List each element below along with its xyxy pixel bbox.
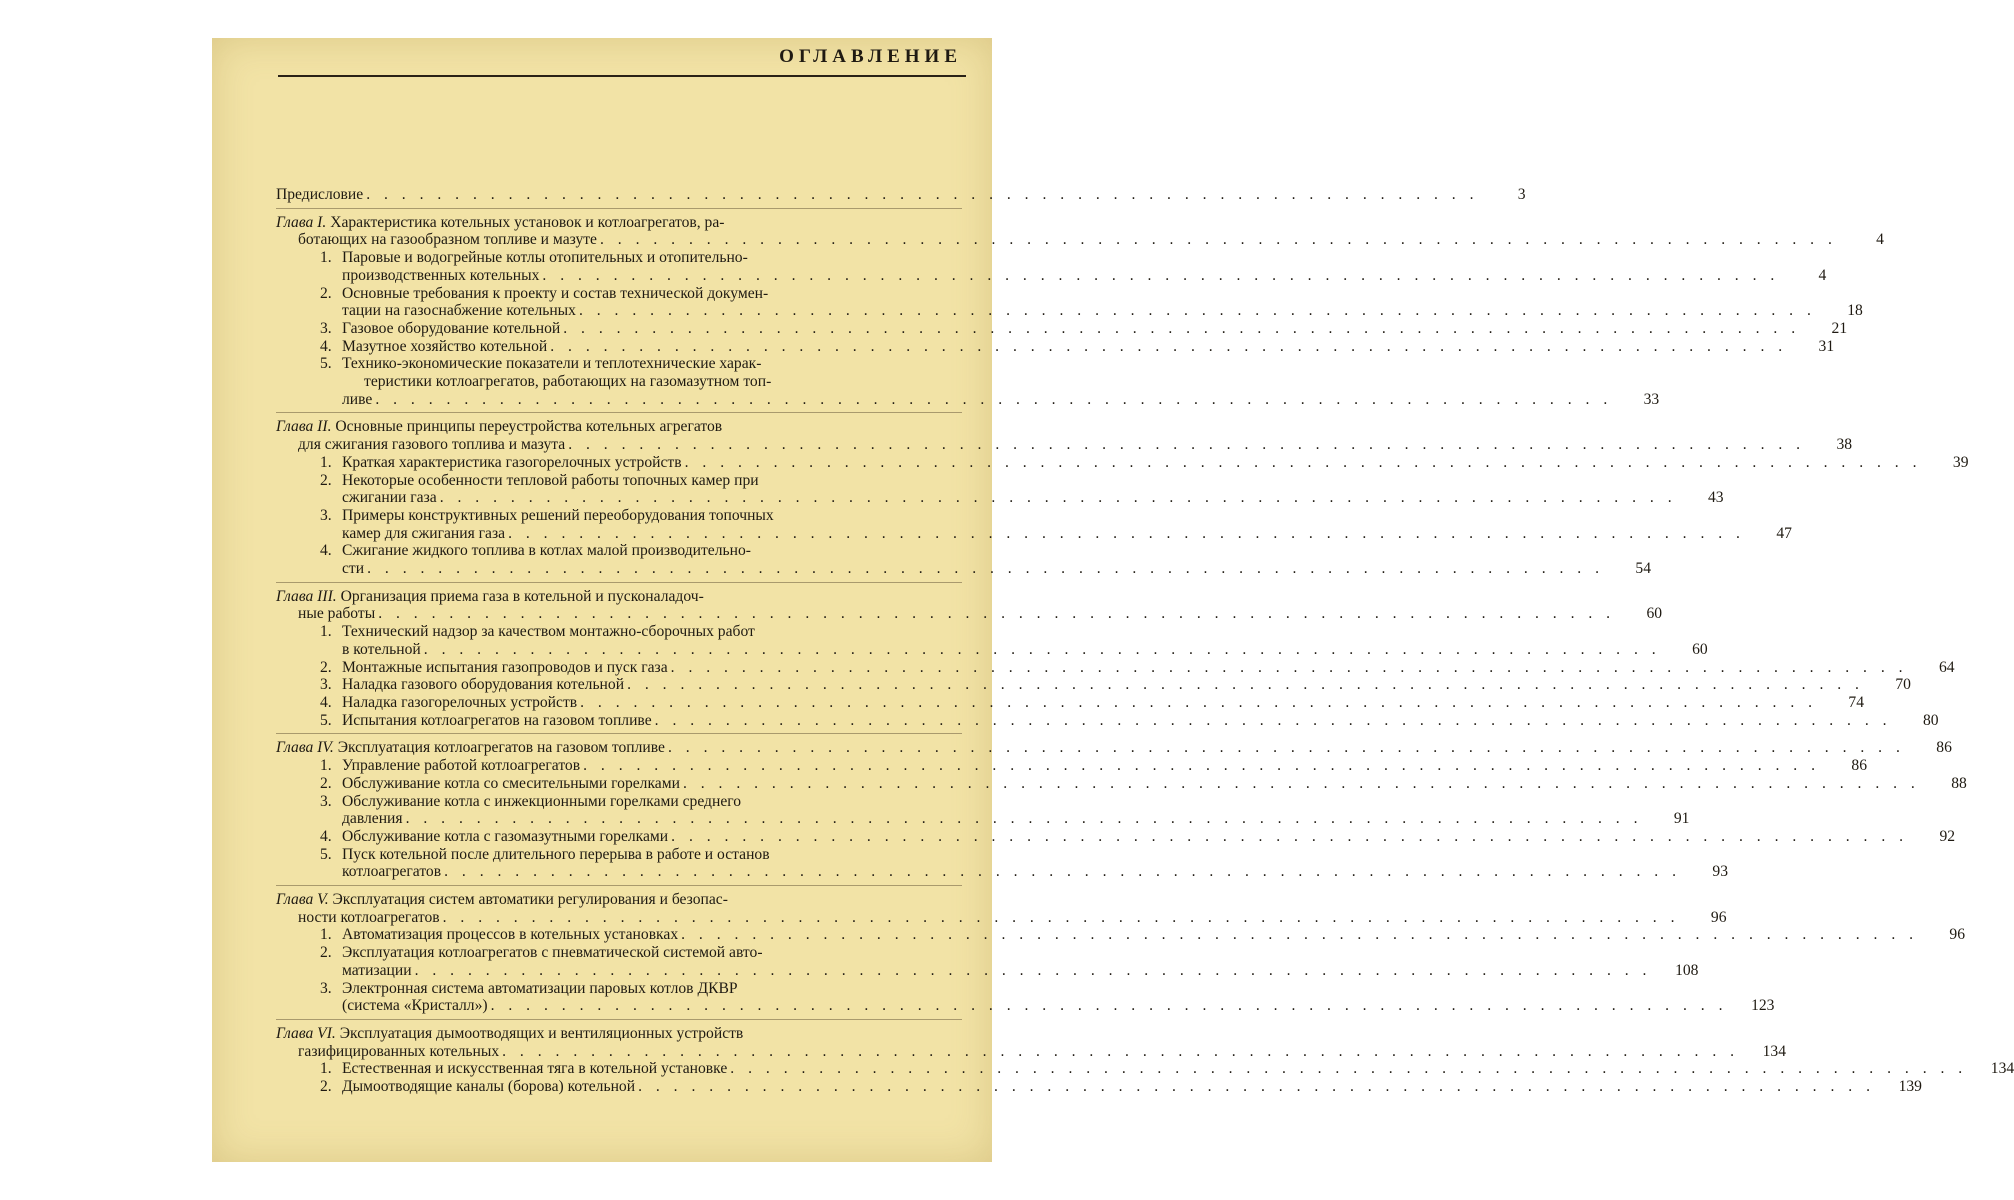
toc-line xyxy=(320,774,1967,793)
leader-dots: . . . . . . . . . . . . . . . . . . . . . . . . . . . . . . . . . . . . . . . . . . . . . . . . . . . . . . . . . . . . . . . . . . . . . . xyxy=(638,1078,1875,1096)
chapter-title-line xyxy=(276,588,962,606)
section-title: Сжигание жидкого топлива в котлах малой производительно- xyxy=(342,542,751,560)
chapter-title: Эксплуатация котлоагрегатов на газовом топливе xyxy=(337,739,665,757)
section-number: 2. xyxy=(320,284,332,302)
section-title: Монтажные испытания газопроводов и пуск газа xyxy=(342,658,668,676)
section-title-row xyxy=(320,623,962,641)
toc-section[interactable] xyxy=(276,711,1939,730)
section-title: Наладка газового оборудования котельной xyxy=(342,676,625,694)
page-number: 33 xyxy=(1643,390,1660,408)
section-title-row xyxy=(320,249,962,267)
chapter-title: Характеристика котельных установок и котлоагрегатов, ра- xyxy=(330,213,725,231)
toc-line xyxy=(276,436,1853,454)
section-title-line xyxy=(320,338,547,356)
section-title: Испытания котлоагрегатов на газовом топливе xyxy=(342,711,652,729)
section-number: 3. xyxy=(320,676,332,694)
section-title-cont: ливе xyxy=(342,390,373,408)
toc-line xyxy=(320,676,1911,694)
section-title-line xyxy=(320,542,751,559)
section-title: Естественная и искусственная тяга в котельной установке xyxy=(342,1060,728,1078)
section-number: 3. xyxy=(320,319,332,337)
leader-dots: . . . . . . . . . . . . . . . . . . . . . . . . . . . . . . . . . . . . . . . . . . . . . . . . . . . . . . . . . . . . . . . . . . . . . . xyxy=(627,676,1864,694)
toc-line xyxy=(320,961,1699,980)
toc-chapter-6[interactable] xyxy=(276,1024,1787,1060)
section-title-cont: в котельной xyxy=(342,640,421,658)
page-number: 60 xyxy=(1692,640,1708,658)
page-number: 134 xyxy=(1762,1042,1787,1060)
chapter-label: Глава II. xyxy=(276,418,332,436)
section-title-cont: матизации xyxy=(342,961,412,979)
leader-dots: . . . . . . . . . . . . . . . . . . . . . . . . . . . . . . . . . . . . . . . . . . . . . . . . . . . . . . . . . . . . . . . . . . . . . . xyxy=(444,863,1681,881)
chapter-title-cont: газифицированных котельных xyxy=(298,1042,500,1060)
toc-line xyxy=(276,739,1952,757)
toc-line xyxy=(320,319,1848,338)
section-number: 5. xyxy=(320,711,332,729)
section-title-cont: производственных котельных xyxy=(342,266,540,284)
toc-section[interactable] xyxy=(276,623,1708,658)
chapter-label: Глава VI. xyxy=(276,1024,336,1042)
section-title-row xyxy=(320,542,962,560)
chapter-title-line xyxy=(276,739,665,757)
page-number: 70 xyxy=(1895,676,1911,694)
chapter-divider xyxy=(276,885,962,886)
chapter-divider xyxy=(276,208,962,209)
chapter-title: Организация приема газа в котельной и пусконаладоч- xyxy=(340,587,704,605)
toc-section[interactable] xyxy=(276,926,1966,944)
chapter-title-cont: ные работы xyxy=(298,605,376,623)
toc-section[interactable] xyxy=(276,453,1969,472)
page-number: 134 xyxy=(1990,1060,2014,1078)
section-title: Электронная система автоматизации паровых котлов ДКВР xyxy=(342,979,738,997)
toc-section[interactable] xyxy=(276,542,1651,578)
section-number: 2. xyxy=(320,944,332,962)
section-number: 4. xyxy=(320,827,332,845)
toc-line xyxy=(276,908,1727,927)
chapter-divider xyxy=(276,412,962,413)
leader-dots: . . . . . . . . . . . . . . . . . . . . . . . . . . . . . . . . . . . . . . . . . . . . . . . . . . . . . . . . . . . . . . . . . . . . . . xyxy=(563,319,1801,337)
toc-section[interactable] xyxy=(276,845,1728,881)
page-number: 74 xyxy=(1848,693,1865,711)
section-title-line xyxy=(320,694,577,712)
chapter-label: Глава I. xyxy=(276,213,327,231)
leader-dots: . . . . . . . . . . . . . . . . . . . . . . . . . . . . . . . . . . . . . . . . . . . . . . . . . . . . . . . . . . . . . . . . . . . . . . xyxy=(684,453,1922,471)
section-title-line xyxy=(320,944,763,961)
leader-dots: . . . . . . . . . . . . . . . . . . . . . . . . . . . . . . . . . . . . . . . . . . . . . . . . . . . . . . . . . . . . . . . . . . . . . . xyxy=(578,302,1816,320)
toc-section[interactable] xyxy=(276,471,1724,507)
chapter-title-cont: ности котлоагрегатов xyxy=(298,908,440,926)
section-title: Автоматизация процессов в котельных установках xyxy=(342,926,679,944)
toc-line xyxy=(276,1042,1787,1061)
leader-dots: . . . . . . . . . . . . . . . . . . . . . . . . . . . . . . . . . . . . . . . . . . . . . . . . . . . . . . . . . . . . . . . xyxy=(366,186,1479,203)
toc-line xyxy=(320,863,1728,881)
leader-dots: . . . . . . . . . . . . . . . . . . . . . . . . . . . . . . . . . . . . . . . . . . . . . . . . . . . . . . . . . . . . . . . . . . . . . . xyxy=(508,524,1745,542)
section-title: Обслуживание котла со смесительными горелками xyxy=(342,774,680,792)
toc-line xyxy=(320,757,1867,775)
section-title-line xyxy=(320,676,624,694)
section-title-line xyxy=(320,793,741,810)
section-number: 2. xyxy=(320,774,332,792)
chapter-title-line xyxy=(276,214,962,232)
preface-label: Предисловие xyxy=(276,186,364,203)
toc-line xyxy=(320,810,1690,828)
toc-line xyxy=(320,711,1939,730)
toc-line xyxy=(320,489,1724,507)
section-title-line xyxy=(320,757,580,775)
chapter-title-line xyxy=(276,1025,962,1043)
chapter-label: Глава IV. xyxy=(276,739,334,757)
page-number: 86 xyxy=(1851,757,1867,775)
page-number: 31 xyxy=(1818,337,1835,355)
page-number: 123 xyxy=(1751,997,1775,1015)
leader-dots: . . . . . . . . . . . . . . . . . . . . . . . . . . . . . . . . . . . . . . . . . . . . . . . . . . . . . . . . . . . . . . . . . . . . . . xyxy=(599,231,1837,249)
section-title-line xyxy=(320,712,652,730)
section-title: Газовое оборудование котельной xyxy=(342,319,561,337)
toc-section[interactable] xyxy=(276,355,1660,408)
leader-dots: . . . . . . . . . . . . . . . . . . . . . . . . . . . . . . . . . . . . . . . . . . . . . . . . . . . . . . . . . . . . . . . . . . . . . . xyxy=(670,658,1908,676)
toc-chapter-2[interactable] xyxy=(276,418,1853,454)
page-number: 21 xyxy=(1831,319,1848,337)
toc-section[interactable] xyxy=(276,658,1955,677)
page-number: 96 xyxy=(1710,908,1727,926)
chapter-divider xyxy=(276,582,962,583)
page-number: 38 xyxy=(1836,436,1853,454)
page-header: ОГЛАВЛЕНИЕ xyxy=(779,46,962,67)
section-title-line xyxy=(320,472,759,489)
page-number: 93 xyxy=(1712,863,1728,881)
leader-dots: . . . . . . . . . . . . . . . . . . . . . . . . . . . . . . . . . . . . . . . . . . . . . . . . . . . . . . . . . . . . . . . . . . . . . . xyxy=(654,711,1892,729)
page-number: 43 xyxy=(1708,489,1724,507)
section-title-line xyxy=(320,828,668,846)
toc-section[interactable] xyxy=(276,1078,1922,1096)
section-title-row xyxy=(320,472,962,490)
section-number: 1. xyxy=(320,757,332,775)
toc-section[interactable] xyxy=(276,979,1775,1015)
section-title: Наладка газогорелочных устройств xyxy=(342,693,578,711)
toc-line xyxy=(320,390,1660,409)
toc-section[interactable] xyxy=(276,506,1792,542)
page-number: 47 xyxy=(1776,524,1792,542)
section-title-line xyxy=(320,846,770,863)
toc-chapter-3[interactable] xyxy=(276,587,1663,623)
section-number: 2. xyxy=(320,658,332,676)
toc-line xyxy=(276,231,1884,249)
section-title: Пуск котельной после длительного перерыва в работе и останов xyxy=(342,845,770,863)
leader-dots: . . . . . . . . . . . . . . . . . . . . . . . . . . . . . . . . . . . . . . . . . . . . . . . . . . . . . . . . . . . . . . . . . . . . . . xyxy=(580,693,1818,711)
toc-line xyxy=(320,524,1792,543)
toc-line xyxy=(320,453,1969,472)
section-number: 4. xyxy=(320,337,332,355)
section-number: 4. xyxy=(320,542,332,560)
chapter-title: Эксплуатация дымоотводящих и вентиляционных устройств xyxy=(339,1024,744,1042)
section-title: Технический надзор за качеством монтажно-сборочных работ xyxy=(342,623,755,641)
section-title: Краткая характеристика газогорелочных устройств xyxy=(342,453,682,471)
toc-section[interactable] xyxy=(276,757,1867,775)
page-number: 4 xyxy=(1818,266,1827,284)
leader-dots: . . . . . . . . . . . . . . . . . . . . . . . . . . . . . . . . . . . . . . . . . . . . . . . . . . . . . . . . . . . . . . . . . . . . . . xyxy=(442,908,1680,926)
section-title-line xyxy=(320,980,738,997)
section-title-row xyxy=(320,285,962,303)
toc-section[interactable] xyxy=(276,676,1911,694)
page-number: 96 xyxy=(1949,926,1966,944)
section-number: 1. xyxy=(320,623,332,641)
toc-line xyxy=(320,640,1708,659)
section-title-line xyxy=(320,355,761,372)
toc-line xyxy=(320,302,1863,320)
chapter-divider xyxy=(276,1019,962,1020)
toc-section[interactable] xyxy=(276,319,1848,338)
page-number: 139 xyxy=(1898,1078,1922,1096)
chapter-divider xyxy=(276,733,962,734)
toc-section[interactable] xyxy=(276,249,1827,284)
leader-dots: . . . . . . . . . . . . . . . . . . . . . . . . . . . . . . . . . . . . . . . . . . . . . . . . . . . . . . . . . . . . . . . . . . . . . . xyxy=(667,739,1905,757)
section-title-row xyxy=(320,980,962,998)
leader-dots: . . . . . . . . . . . . . . . . . . . . . . . . . . . . . . . . . . . . . . . . . . . . . . . . . . . . . . . . . . . . . . . . . . . . . . xyxy=(423,640,1661,658)
leader-dots: . . . . . . . . . . . . . . . . . . . . . . . . . . . . . . . . . . . . . . . . . . . . . . . . . . . . . . . . . . . . . . . . . . . . . . xyxy=(439,489,1677,507)
toc-section[interactable] xyxy=(276,792,1690,828)
toc-section[interactable] xyxy=(276,944,1699,979)
section-number: 5. xyxy=(320,845,332,863)
section-title: Основные требования к проекту и состав технической докумен- xyxy=(342,284,769,302)
leader-dots: . . . . . . . . . . . . . . . . . . . . . . . . . . . . . . . . . . . . . . . . . . . . . . . . . . . . . . . . . . . . . . . . . . . . . . xyxy=(682,774,1920,792)
section-title-line xyxy=(320,659,668,677)
toc-line xyxy=(320,1060,2014,1078)
page-number: 92 xyxy=(1939,827,1956,845)
section-title: Обслуживание котла с инжекционными горелками среднего xyxy=(342,792,742,810)
toc-entry-preface[interactable] xyxy=(276,186,1526,204)
section-title-line xyxy=(320,320,560,338)
page-number: 39 xyxy=(1952,453,1969,471)
toc-section[interactable] xyxy=(276,774,1967,793)
section-title: Дымоотводящие каналы (борова) котельной xyxy=(342,1078,636,1096)
page-number: 88 xyxy=(1951,774,1967,792)
section-title-line xyxy=(320,1078,635,1096)
leader-dots: . . . . . . . . . . . . . . . . . . . . . . . . . . . . . . . . . . . . . . . . . . . . . . . . . . . . . . . . . . . . . . . . . . . . . . xyxy=(550,337,1788,355)
section-title-row xyxy=(320,793,962,811)
page-number: 86 xyxy=(1936,739,1952,757)
page-number: 4 xyxy=(1876,231,1884,249)
page-number: 91 xyxy=(1673,810,1690,828)
section-title: Мазутное хозяйство котельной xyxy=(342,337,548,355)
section-number: 4. xyxy=(320,693,332,711)
toc-chapter-4[interactable] xyxy=(276,739,1952,757)
section-title: Обслуживание котла с газомазутными горелками xyxy=(342,827,669,845)
toc-section[interactable] xyxy=(276,827,1956,846)
chapter-label: Глава V. xyxy=(276,891,329,909)
toc-line xyxy=(320,693,1865,712)
leader-dots: . . . . . . . . . . . . . . . . . . . . . . . . . . . . . . . . . . . . . . . . . . . . . . . . . . . . . . . . . . . . . . . . . . . . . . xyxy=(490,997,1728,1015)
leader-dots: . . . . . . . . . . . . . . . . . . . . . . . . . . . . . . . . . . . . . . . . . . . . . . . . . . . . . . . . . . . . . . . . . . . . . . xyxy=(375,390,1613,408)
page-number: 80 xyxy=(1922,711,1939,729)
toc-line xyxy=(320,997,1775,1015)
toc-line xyxy=(320,560,1651,578)
chapter-title-line xyxy=(276,891,962,909)
leader-dots: . . . . . . . . . . . . . . . . . . . . . . . . . . . . . . . . . . . . . . . . . . . . . . . . . . . . . . . . . . . . . . . . . . . . . . xyxy=(405,810,1643,828)
section-number: 1. xyxy=(320,1060,332,1078)
leader-dots: . . . . . . . . . . . . . . . . . . . . . . . . . . . . . . . . . . . . . . . . . . . . . . . . . . . . . . . . . . . . . . . . . . . . . . xyxy=(367,560,1604,578)
section-number: 1. xyxy=(320,453,332,471)
section-number: 2. xyxy=(320,1078,332,1096)
section-title-row xyxy=(320,355,962,373)
leader-dots: . . . . . . . . . . . . . . . . . . . . . . . . . . . . . . . . . . . . . . . . . . . . . . . . . . . . . . . . . . . . . . . . . . . . . . xyxy=(583,757,1820,775)
section-title-line xyxy=(320,926,678,944)
header-rule xyxy=(278,75,966,77)
chapter-title: Эксплуатация систем автоматики регулирования и безопас- xyxy=(332,891,728,909)
section-title-line xyxy=(320,454,682,472)
chapter-title-cont: ботающих на газообразном топливе и мазуте xyxy=(298,231,597,249)
section-title-row xyxy=(320,373,962,391)
toc-chapter-1[interactable] xyxy=(276,213,1884,249)
section-number: 3. xyxy=(320,792,332,810)
book-page xyxy=(212,38,2014,1162)
section-title-line xyxy=(320,1060,727,1078)
section-title-line xyxy=(320,285,768,302)
section-title-cont: давления xyxy=(342,810,403,828)
section-number: 3. xyxy=(320,506,332,524)
leader-dots: . . . . . . . . . . . . . . . . . . . . . . . . . . . . . . . . . . . . . . . . . . . . . . . . . . . . . . . . . . . . . . . . . . . . . . xyxy=(378,605,1616,623)
toc-line xyxy=(320,1078,1922,1096)
leader-dots: . . . . . . . . . . . . . . . . . . . . . . . . . . . . . . . . . . . . . . . . . . . . . . . . . . . . . . . . . . . . . . . . . . . . . . xyxy=(730,1060,1968,1078)
section-number: 2. xyxy=(320,471,332,489)
section-title: Примеры конструктивных решений переоборудования топочных xyxy=(342,506,774,524)
section-number: 5. xyxy=(320,355,332,373)
table-of-contents xyxy=(276,186,2014,1096)
chapter-title-cont: для сжигания газового топлива и мазута xyxy=(298,436,566,454)
page-number: 54 xyxy=(1635,560,1651,578)
toc-line xyxy=(320,827,1956,846)
section-title: Эксплуатация котлоагрегатов с пневматической системой авто- xyxy=(342,944,763,962)
chapter-label: Глава III. xyxy=(276,587,337,605)
chapter-title: Основные принципы переустройства котельных агрегатов xyxy=(335,418,723,436)
page-number: 64 xyxy=(1938,658,1955,676)
section-title-cont: камер для сжигания газа xyxy=(342,524,506,542)
section-number: 1. xyxy=(320,249,332,267)
leader-dots: . . . . . . . . . . . . . . . . . . . . . . . . . . . . . . . . . . . . . . . . . . . . . . . . . . . . . . . . . . . . . . . . . . . . . . xyxy=(502,1042,1740,1060)
toc-line xyxy=(320,658,1955,677)
section-number: 3. xyxy=(320,979,332,997)
toc-section[interactable] xyxy=(276,1060,2014,1078)
section-title-row xyxy=(320,846,962,864)
page-number: 18 xyxy=(1847,302,1863,320)
section-title-line xyxy=(320,507,774,524)
section-title: Технико-экономические показатели и теплотехнические харак- xyxy=(342,355,762,373)
section-title-cont: сжигании газа xyxy=(342,489,437,507)
toc-line xyxy=(320,926,1966,944)
toc-line xyxy=(320,266,1827,285)
toc-line xyxy=(276,605,1663,623)
leader-dots: . . . . . . . . . . . . . . . . . . . . . . . . . . . . . . . . . . . . . . . . . . . . . . . . . . . . . . . . . . . . . . . . . . . . . . xyxy=(542,266,1780,284)
section-title-line xyxy=(320,249,748,266)
section-title-cont: сти xyxy=(342,560,365,578)
section-title-row xyxy=(320,507,962,525)
leader-dots: . . . . . . . . . . . . . . . . . . . . . . . . . . . . . . . . . . . . . . . . . . . . . . . . . . . . . . . . . . . . . . . . . . . . . . xyxy=(671,827,1909,845)
leader-dots: . . . . . . . . . . . . . . . . . . . . . . . . . . . . . . . . . . . . . . . . . . . . . . . . . . . . . . . . . . . . . . . . . . . . . . xyxy=(681,926,1919,944)
section-number: 1. xyxy=(320,926,332,944)
section-title-cont: тации на газоснабжение котельных xyxy=(342,302,576,320)
section-title-cont: (система «Кристалл») xyxy=(342,997,488,1015)
section-title-row xyxy=(320,944,962,962)
page-number: 108 xyxy=(1675,961,1699,979)
section-title-cont: теристики котлоагрегатов, работающих на газомазутном топ- xyxy=(364,373,772,391)
toc-section[interactable] xyxy=(276,284,1863,320)
page-number: 60 xyxy=(1646,605,1663,623)
section-title: Паровые и водогрейные котлы отопительных и отопительно- xyxy=(342,249,748,267)
leader-dots: . . . . . . . . . . . . . . . . . . . . . . . . . . . . . . . . . . . . . . . . . . . . . . . . . . . . . . . . . . . . . . . . . . . . . . xyxy=(414,961,1652,979)
toc-line xyxy=(320,337,1835,356)
section-title-line xyxy=(320,623,755,640)
page-number: 3 xyxy=(1517,186,1526,203)
toc-section[interactable] xyxy=(276,337,1835,356)
chapter-title-line xyxy=(276,418,962,436)
section-title: Некоторые особенности тепловой работы топочных камер при xyxy=(342,471,759,489)
leader-dots: . . . . . . . . . . . . . . . . . . . . . . . . . . . . . . . . . . . . . . . . . . . . . . . . . . . . . . . . . . . . . . . . . . . . . . xyxy=(568,436,1806,454)
toc-chapter-5[interactable] xyxy=(276,891,1727,926)
section-title: Управление работой котлоагрегатов xyxy=(342,757,581,775)
section-title-cont: котлоагрегатов xyxy=(342,863,442,881)
section-title-line xyxy=(320,775,680,793)
toc-section[interactable] xyxy=(276,693,1865,712)
